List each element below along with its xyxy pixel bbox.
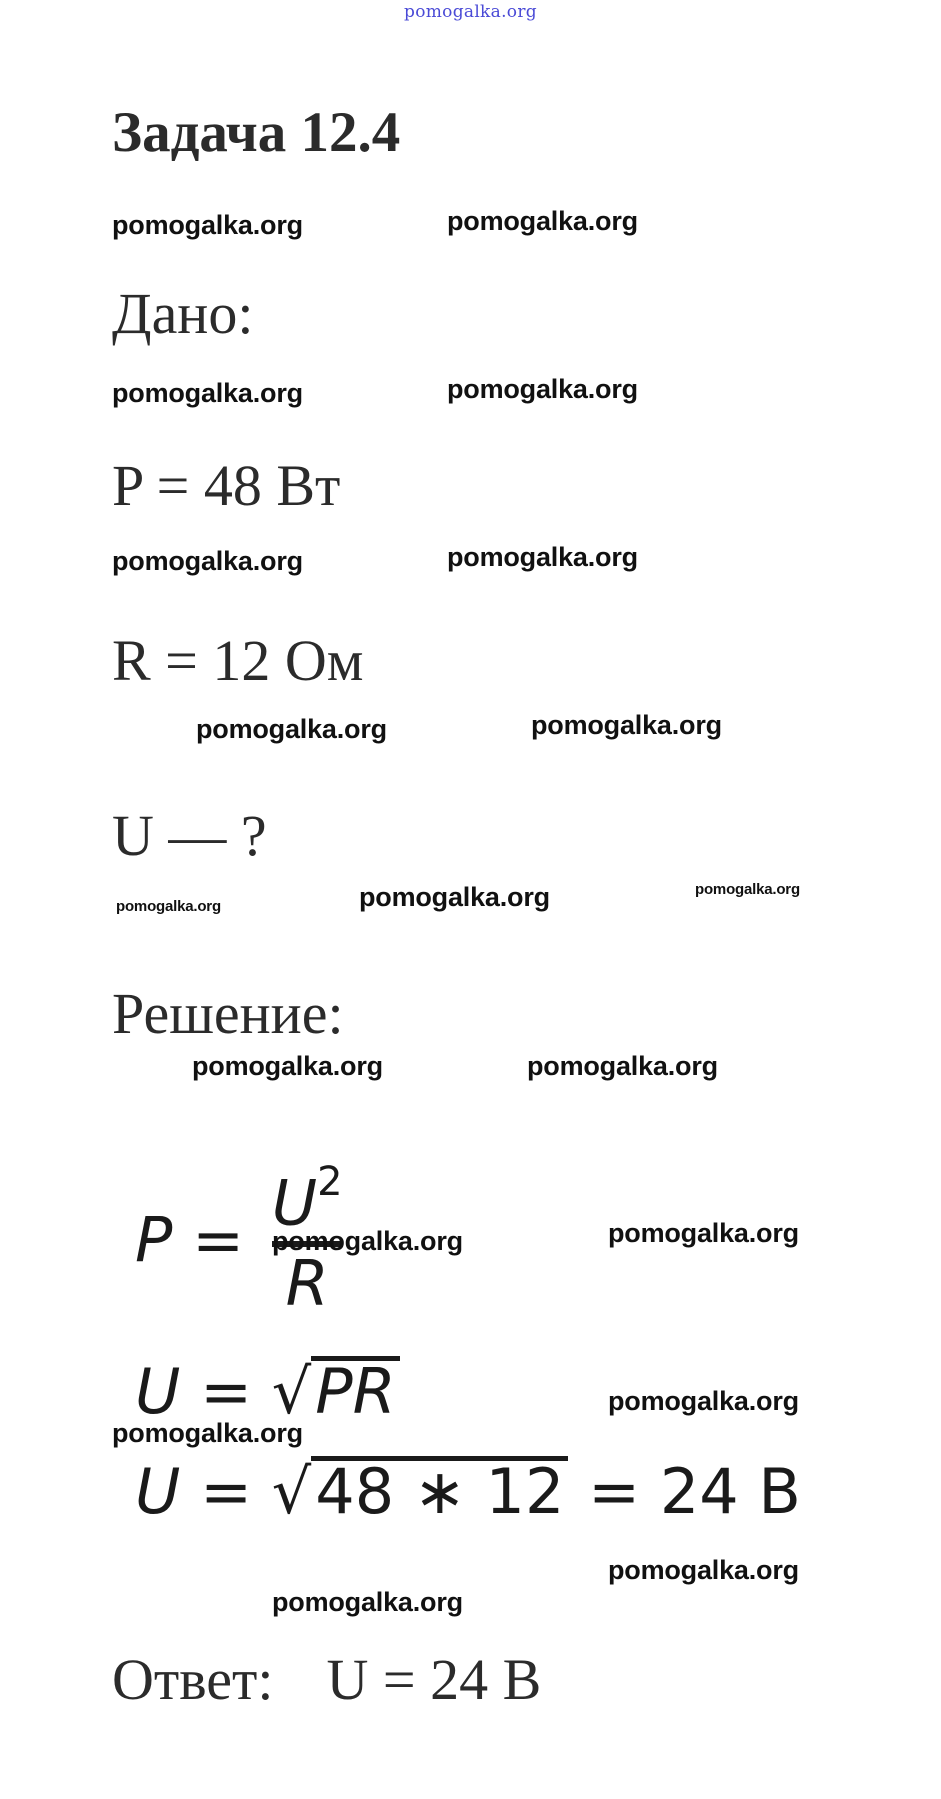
watermark: pomogalka.org: [272, 1587, 463, 1617]
formula-numeric-lhs: U =: [135, 1455, 253, 1528]
watermark: pomogalka.org: [192, 1051, 383, 1081]
formula-voltage-numeric: [135, 1455, 801, 1528]
answer-value: U = 24 В: [326, 1647, 542, 1712]
given-power: P = 48 Вт: [112, 453, 341, 518]
radical-sign: √: [271, 1455, 312, 1528]
square-root: [271, 1455, 569, 1528]
watermark: pomogalka.org: [527, 1051, 718, 1081]
watermark: pomogalka.org: [447, 206, 638, 236]
header-watermark[interactable]: pomogalka.org: [404, 2, 537, 22]
watermark: pomogalka.org: [112, 546, 303, 576]
answer-line: [112, 1646, 541, 1713]
watermark: pomogalka.org: [112, 210, 303, 240]
watermark: pomogalka.org: [695, 881, 800, 898]
fraction-numerator: $U^2$: [271, 1159, 343, 1240]
watermark: pomogalka.org: [359, 882, 550, 912]
watermark: pomogalka.org: [112, 1418, 303, 1448]
square-root: [271, 1355, 400, 1428]
radical-sign: √: [271, 1355, 312, 1428]
formula-voltage-lhs: U =: [135, 1355, 253, 1428]
watermark: pomogalka.org: [608, 1218, 799, 1248]
given-resistance: R = 12 Ом: [112, 628, 364, 693]
formula-numeric-result: = 24 В: [588, 1455, 801, 1528]
watermark: pomogalka.org: [608, 1386, 799, 1416]
exponent: 2: [317, 1159, 343, 1205]
watermark: pomogalka.org: [447, 374, 638, 404]
watermark: pomogalka.org: [112, 378, 303, 408]
watermark: pomogalka.org: [116, 898, 221, 915]
given-unknown: U — ?: [112, 803, 267, 868]
watermark: pomogalka.org: [608, 1555, 799, 1585]
given-label: Дано:: [112, 281, 254, 346]
watermark: pomogalka.org: [272, 1226, 463, 1256]
answer-label: Ответ:: [112, 1647, 274, 1712]
formula-power-lhs: P =: [135, 1203, 245, 1277]
radicand: 48 ∗ 12: [311, 1456, 568, 1523]
fraction-denominator: R: [285, 1246, 329, 1320]
watermark: pomogalka.org: [447, 542, 638, 572]
formula-voltage-symbolic: [135, 1355, 400, 1428]
watermark: pomogalka.org: [531, 710, 722, 740]
solution-label: Решение:: [112, 981, 344, 1046]
watermark: pomogalka.org: [196, 714, 387, 744]
radicand: PR: [311, 1356, 399, 1423]
task-title: Задача 12.4: [112, 101, 401, 164]
